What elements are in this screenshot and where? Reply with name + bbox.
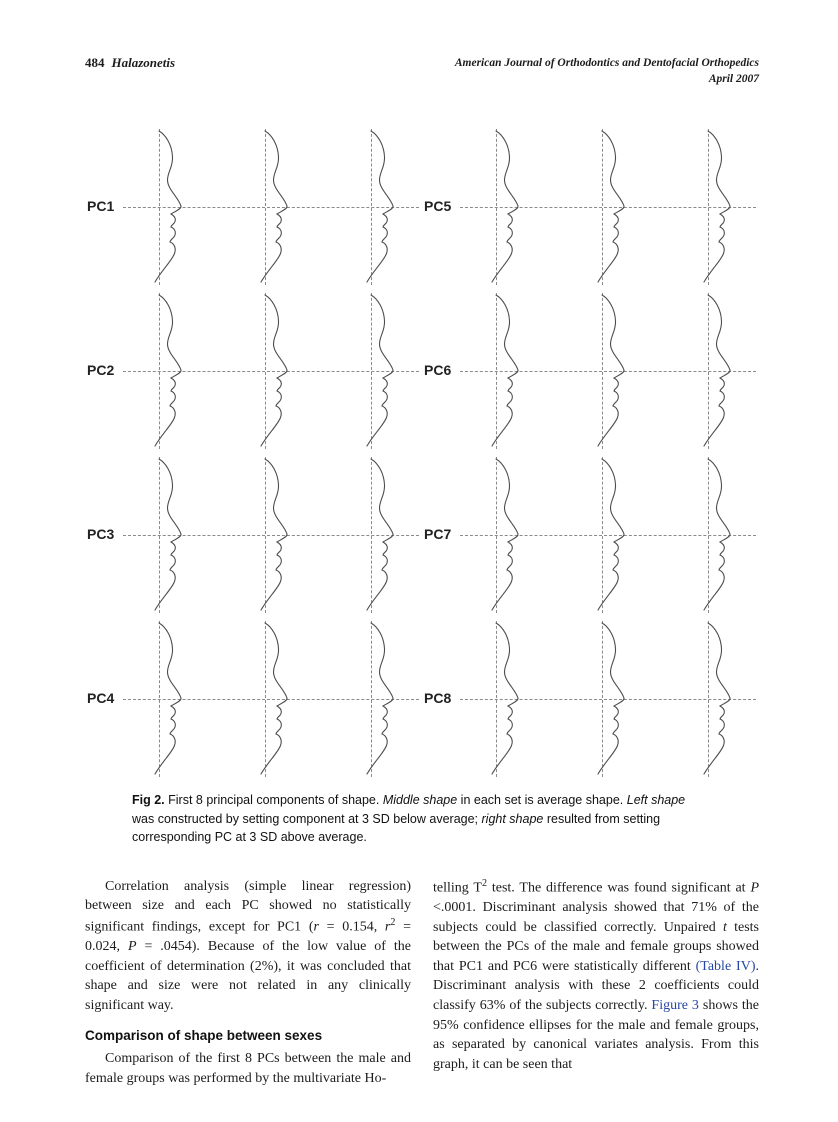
pc-row <box>422 287 759 451</box>
caption-italic: Middle shape <box>382 793 458 808</box>
pc-label: PC5 <box>424 198 454 214</box>
profile-shape-plus3sd <box>678 457 742 613</box>
profile-shape-minus3sd <box>466 457 530 613</box>
left-column <box>85 877 411 1089</box>
body-text-run: tests between the PCs of the male and female groups showed that PC1 and PC6 were statistically different <box>433 919 760 974</box>
figure-right-half <box>422 123 759 779</box>
body-text-run: Correlation analysis (simple linear regression) between size and each PC showed no statistically significant findings, except for PC1 ( <box>85 878 411 935</box>
page-header <box>85 55 759 87</box>
pc-label: PC6 <box>424 362 454 378</box>
profile-shape-minus3sd <box>129 457 193 613</box>
pc-row <box>422 615 759 779</box>
body-text-run: = .0454). Because of the low value of the coefficient of determination (2%), it was concluded that shape and size were not related in any clinically significant way. <box>85 939 411 1013</box>
variable-r: r <box>384 919 391 935</box>
profile-curve <box>129 129 193 285</box>
profile-curve <box>466 457 530 613</box>
variable-p: P <box>750 880 759 896</box>
pc-label: PC1 <box>87 198 117 214</box>
pc-label: PC7 <box>424 526 454 542</box>
profile-curve <box>572 129 636 285</box>
pc-row <box>422 123 759 287</box>
profile-shape-minus3sd <box>466 129 530 285</box>
section-heading: Comparison of shape between sexes <box>85 1027 323 1043</box>
caption-text: resulted from setting corresponding PC at 3 SD above average. <box>132 811 661 845</box>
caption-italic: Left shape <box>626 793 686 808</box>
pc-row <box>85 451 422 615</box>
variable-p: P <box>127 939 137 955</box>
profile-curve <box>678 457 742 613</box>
running-head-right <box>455 55 759 87</box>
right-column <box>433 877 759 1089</box>
journal-title: American Journal of Orthodontics and Dentofacial Orthopedics <box>454 57 759 69</box>
paragraph: Comparison of the first 8 PCs between the male and female groups was performed by the multivariate Ho- <box>85 1051 411 1086</box>
profile-curve <box>466 621 530 777</box>
body-text <box>85 877 759 1089</box>
body-text-run: . Discriminant analysis with these 2 coefficients could classify 63% of the subjects correctly. <box>433 958 759 1013</box>
profile-curve <box>341 621 405 777</box>
profile-curve <box>235 457 299 613</box>
profile-shape-average <box>235 621 299 777</box>
superscript: 2 <box>481 877 487 889</box>
figure-3-link[interactable]: Figure 3 <box>651 997 699 1013</box>
pc-label: PC8 <box>424 690 454 706</box>
profile-curve <box>129 621 193 777</box>
journal-issue: April 2007 <box>708 73 759 86</box>
profile-shape-minus3sd <box>466 293 530 449</box>
profile-curve <box>235 129 299 285</box>
caption-italic: right shape <box>481 811 544 826</box>
profile-shape-minus3sd <box>129 293 193 449</box>
body-text-run: shows the 95% confidence ellipses for the male and female groups, as separated by canonical variates analysis. From this graph, it can be seen that <box>433 997 759 1072</box>
variable-t: t <box>723 919 727 935</box>
pc-row <box>85 123 422 287</box>
profile-shape-average <box>572 457 636 613</box>
body-text-run: = 0.154, <box>318 919 385 935</box>
profile-shape-plus3sd <box>678 293 742 449</box>
profile-curve <box>129 457 193 613</box>
variable-r: r <box>313 919 319 935</box>
profile-shape-plus3sd <box>341 129 405 285</box>
profile-curve <box>678 293 742 449</box>
profile-curve <box>129 293 193 449</box>
running-author: Halazonetis <box>111 55 176 70</box>
figure-caption <box>132 791 707 847</box>
profile-shape-plus3sd <box>678 621 742 777</box>
body-text-run: test. The difference was found significant at <box>486 880 751 896</box>
pc-row <box>422 451 759 615</box>
profile-shape-plus3sd <box>341 293 405 449</box>
profile-shape-average <box>572 129 636 285</box>
pc-label: PC2 <box>87 362 117 378</box>
caption-label: Fig 2. <box>132 793 165 808</box>
profile-shape-minus3sd <box>129 621 193 777</box>
paragraph <box>85 877 411 1016</box>
profile-curve <box>235 293 299 449</box>
profile-curve <box>341 129 405 285</box>
caption-text: First 8 principal components of shape. <box>164 793 383 808</box>
pc-label: PC4 <box>87 690 117 706</box>
profile-shape-plus3sd <box>341 457 405 613</box>
profile-shape-plus3sd <box>341 621 405 777</box>
profile-curve <box>466 129 530 285</box>
body-text-run: <.0001. Discriminant analysis showed that 71% of the subjects could be classified correctly. Unpaired <box>433 899 759 935</box>
pc-row <box>85 287 422 451</box>
profile-curve <box>466 293 530 449</box>
profile-shape-average <box>572 621 636 777</box>
profile-curve <box>572 621 636 777</box>
table-iv-link[interactable]: (Table IV) <box>695 958 756 974</box>
profile-curve <box>341 293 405 449</box>
superscript: 2 <box>390 916 396 928</box>
caption-text: in each set is average shape. <box>457 793 627 808</box>
caption-text: was constructed by setting component at 3 SD below average; <box>132 811 482 826</box>
profile-shape-minus3sd <box>466 621 530 777</box>
body-text-run: telling T <box>433 880 482 896</box>
paragraph <box>433 877 759 1075</box>
profile-shape-average <box>235 129 299 285</box>
profile-curve <box>572 293 636 449</box>
profile-curve <box>678 129 742 285</box>
profile-curve <box>572 457 636 613</box>
profile-shape-plus3sd <box>678 129 742 285</box>
profile-curve <box>341 457 405 613</box>
profile-shape-minus3sd <box>129 129 193 285</box>
page-number: 484 <box>85 55 105 70</box>
figure-2 <box>85 123 759 779</box>
running-head-left <box>85 55 175 71</box>
profile-shape-average <box>572 293 636 449</box>
figure-left-half <box>85 123 422 779</box>
pc-label: PC3 <box>87 526 117 542</box>
profile-curve <box>678 621 742 777</box>
profile-shape-average <box>235 293 299 449</box>
profile-shape-average <box>235 457 299 613</box>
pc-row <box>85 615 422 779</box>
profile-curve <box>235 621 299 777</box>
body-text-run: = 0.024, <box>85 919 411 955</box>
